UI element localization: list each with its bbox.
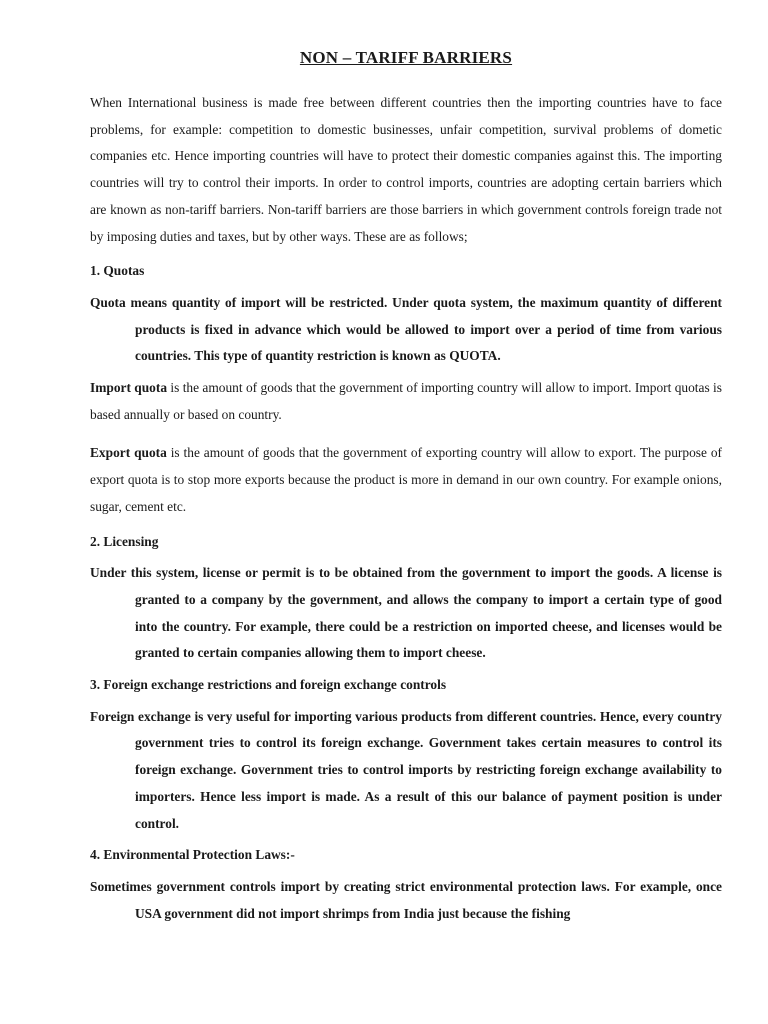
section-heading-licensing: 2. Licensing (90, 533, 159, 549)
export-quota-paragraph (90, 440, 722, 520)
environmental-laws-definition: Sometimes government controls import by creating strict environmental protection laws. For example, once USA government did not import shrimps from India just because the fishing (90, 878, 722, 921)
licensing-definition: Under this system, license or permit is to be obtained from the government to import the goods. A license is granted to a company by the government, and allows the company to import a certain type of good into the country. For example, there could be a restriction on imported cheese, and licenses would be granted to certain companies allowing them to import cheese. (90, 565, 722, 661)
import-quota-term: Import quota (90, 380, 168, 396)
intro-paragraph: When International business is made free between different countries then the importing countries have to face problems, for example: competition to domestic businesses, unfair competition, survival problems of dometic companies etc. Hence importing countries will have to protect their domestic companies against this. The importing countries will try to control their imports. In order to control imports, countries are adopting certain barriers which are known as non-tariff barriers. Non-tariff barriers are those barriers in which government controls foreign trade not by imposing duties and taxes, but by other ways. These are as follows; (90, 95, 722, 244)
quota-definition: Quota means quantity of import will be restricted. Under quota system, the maximum quantity of different products is fixed in advance which would be allowed to import over a period of time from various countries. This type of quantity restriction is known as QUOTA. (90, 294, 722, 364)
section-heading-quotas: 1. Quotas (90, 263, 145, 279)
import-quota-paragraph (90, 375, 722, 428)
section-heading-foreign-exchange: 3. Foreign exchange restrictions and foreign exchange controls (90, 677, 447, 693)
export-quota-text: is the amount of goods that the government of exporting country will allow to export. The purpose of export quota is to stop more exports because the product is more in demand in our own country. For example onions, sugar, cement etc. (90, 445, 722, 514)
export-quota-term: Export quota (90, 445, 167, 461)
document-title: NON – TARIFF BARRIERS (299, 48, 513, 67)
section-heading-environmental-laws: 4. Environmental Protection Laws:- (90, 847, 295, 863)
foreign-exchange-definition: Foreign exchange is very useful for importing various products from different countries. Hence, every country government tries to control its foreign exchange. Government takes certain measures to control its foreign exchange. Government tries to control imports by restricting foreign exchange availability to importers. Hence less import is made. As a result of this our balance of payment position is under control. (90, 708, 722, 831)
document-page (90, 48, 722, 927)
import-quota-text: is the amount of goods that the government of importing country will allow to import. Import quotas is based annually or based on country. (90, 380, 722, 422)
